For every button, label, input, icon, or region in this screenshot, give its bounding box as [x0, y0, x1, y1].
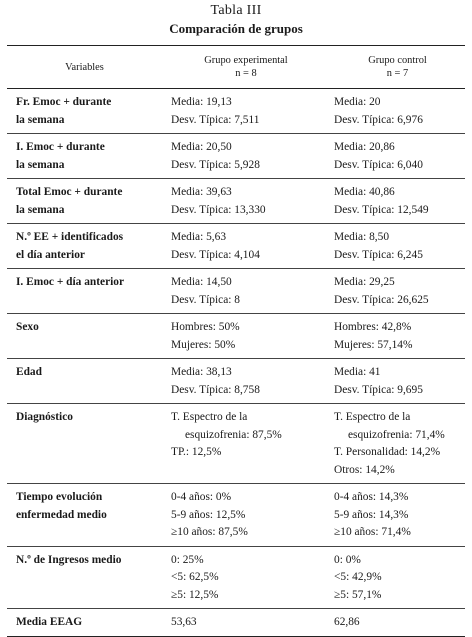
control-value-cell [330, 224, 465, 269]
experimental-value-line: Media: 5,63 [171, 231, 227, 243]
control-value-cell [330, 134, 465, 179]
experimental-value-line: Media: 39,63 [171, 186, 232, 198]
experimental-value-line: T. Espectro de la [171, 411, 248, 423]
experimental-value-line: Media: 19,13 [171, 96, 232, 108]
variable-line: la semana [16, 113, 65, 126]
control-group-n: n = 7 [386, 68, 409, 79]
experimental-value-line: Media: 20,50 [171, 141, 232, 153]
control-value-line: 5-9 años: 14,3% [334, 508, 409, 521]
experimental-value-line: ≥5: 12,5% [171, 588, 219, 601]
variable-line: Total Emoc + durante [16, 186, 123, 198]
table-row [7, 269, 465, 314]
experimental-value-line: Desv. Típica: 8 [171, 293, 240, 306]
control-group-name: Grupo control [368, 55, 427, 66]
experimental-value-line: 53,63 [171, 616, 197, 628]
experimental-value-cell [162, 89, 330, 134]
table-row [7, 89, 465, 134]
variable-line: Fr. Emoc + durante [16, 96, 112, 108]
variables-header: Variables [65, 61, 104, 73]
experimental-value-line: <5: 62,5% [171, 571, 219, 583]
control-value-line: 0-4 años: 14,3% [334, 491, 409, 503]
experimental-value-line: Desv. Típica: 4,104 [171, 248, 260, 261]
control-value-line: T. Espectro de la [334, 411, 411, 423]
variable-cell [7, 484, 162, 547]
control-value-cell [330, 269, 465, 314]
experimental-value-cell [162, 404, 330, 484]
control-value-line: Mujeres: 57,14% [334, 338, 413, 351]
experimental-group-name: Grupo experimental [204, 55, 288, 66]
control-value-line: Media: 41 [334, 366, 381, 378]
control-value-line: ≥10 años: 71,4% [334, 526, 411, 538]
control-value-line: Hombres: 42,8% [334, 321, 412, 333]
control-value-line: Desv. Típica: 9,695 [334, 383, 423, 396]
experimental-value-line: 0-4 años: 0% [171, 491, 232, 503]
experimental-value-cell [162, 314, 330, 359]
experimental-value-line: 0: 25% [171, 553, 204, 566]
experimental-value-line: Desv. Típica: 13,330 [171, 203, 266, 216]
variable-cell [7, 314, 162, 359]
variable-line: Edad [16, 366, 42, 378]
variable-cell [7, 134, 162, 179]
experimental-value-cell [162, 134, 330, 179]
experimental-value-line: esquizofrenia: 87,5% [185, 428, 282, 441]
control-value-line: <5: 42,9% [334, 571, 382, 583]
control-value-line: Media: 8,50 [334, 231, 390, 243]
control-value-line: esquizofrenia: 71,4% [348, 428, 445, 441]
control-value-line: Media: 40,86 [334, 186, 395, 198]
control-value-line: Desv. Típica: 12,549 [334, 203, 429, 216]
variable-line: la semana [16, 158, 65, 171]
experimental-value-line: Desv. Típica: 5,928 [171, 158, 260, 171]
experimental-value-cell [162, 224, 330, 269]
control-value-line: ≥5: 57,1% [334, 588, 382, 601]
control-value-line: Otros: 14,2% [334, 463, 395, 476]
variable-line: el día anterior [16, 248, 85, 261]
variable-line: I. Emoc + día anterior [16, 276, 125, 288]
experimental-value-line: Desv. Típica: 7,511 [171, 113, 260, 126]
control-value-cell [330, 359, 465, 404]
control-value-line: Media: 20 [334, 96, 381, 108]
experimental-value-line: 5-9 años: 12,5% [171, 508, 246, 521]
variable-cell [7, 404, 162, 484]
table-row [7, 609, 465, 637]
table-row [7, 134, 465, 179]
experimental-value-cell [162, 179, 330, 224]
control-value-line: T. Personalidad: 14,2% [334, 446, 441, 458]
experimental-value-line: Media: 14,50 [171, 276, 232, 288]
experimental-value-line: Media: 38,13 [171, 366, 232, 378]
table-title: Comparación de grupos [169, 21, 303, 36]
table-row [7, 314, 465, 359]
control-value-line: Desv. Típica: 6,245 [334, 248, 423, 261]
variable-cell [7, 546, 162, 609]
experimental-value-line: ≥10 años: 87,5% [171, 526, 248, 538]
experimental-group-header [162, 46, 330, 89]
control-value-line: 62,86 [334, 616, 360, 628]
variable-line: I. Emoc + durante [16, 141, 105, 153]
experimental-value-cell [162, 359, 330, 404]
variable-cell [7, 359, 162, 404]
experimental-value-cell [162, 269, 330, 314]
table-row [7, 179, 465, 224]
variable-line: enfermedad medio [16, 508, 107, 521]
table-number: Tabla III [210, 3, 262, 18]
variable-line: Sexo [16, 321, 39, 333]
control-value-line: Desv. Típica: 26,625 [334, 293, 429, 306]
experimental-value-cell [162, 546, 330, 609]
variable-line: Diagnóstico [16, 411, 73, 423]
control-value-cell [330, 314, 465, 359]
control-value-line: Media: 29,25 [334, 276, 395, 288]
control-value-line: Media: 20,86 [334, 141, 395, 153]
table-row [7, 404, 465, 484]
variable-cell [7, 224, 162, 269]
control-value-cell [330, 89, 465, 134]
variable-line: Media EEAG [16, 616, 83, 628]
table-row [7, 359, 465, 404]
table-body [7, 89, 465, 637]
experimental-value-line: Hombres: 50% [171, 321, 240, 333]
control-value-cell [330, 404, 465, 484]
experimental-value-line: TP.: 12,5% [171, 446, 222, 458]
table-row [7, 546, 465, 609]
table-row [7, 484, 465, 547]
control-value-line: 0: 0% [334, 553, 361, 566]
control-group-header [330, 46, 465, 89]
control-value-cell [330, 179, 465, 224]
variable-line: N.º de Ingresos medio [16, 553, 122, 566]
variable-line: la semana [16, 203, 65, 216]
experimental-value-line: Mujeres: 50% [171, 338, 236, 351]
experimental-value-cell [162, 609, 330, 637]
variable-line: N.º EE + identificados [16, 231, 124, 243]
control-value-line: Desv. Típica: 6,040 [334, 158, 423, 171]
table-row [7, 224, 465, 269]
experimental-group-n: n = 8 [235, 68, 257, 79]
experimental-value-line: Desv. Típica: 8,758 [171, 383, 260, 396]
table-header-row [7, 46, 465, 89]
control-value-cell [330, 546, 465, 609]
variable-cell [7, 269, 162, 314]
experimental-value-cell [162, 484, 330, 547]
variable-cell [7, 89, 162, 134]
variable-line: Tiempo evolución [16, 491, 103, 503]
comparison-table [7, 45, 465, 637]
variable-cell [7, 179, 162, 224]
control-value-line: Desv. Típica: 6,976 [334, 113, 423, 126]
control-value-cell [330, 484, 465, 547]
variable-cell [7, 609, 162, 637]
control-value-cell [330, 609, 465, 637]
